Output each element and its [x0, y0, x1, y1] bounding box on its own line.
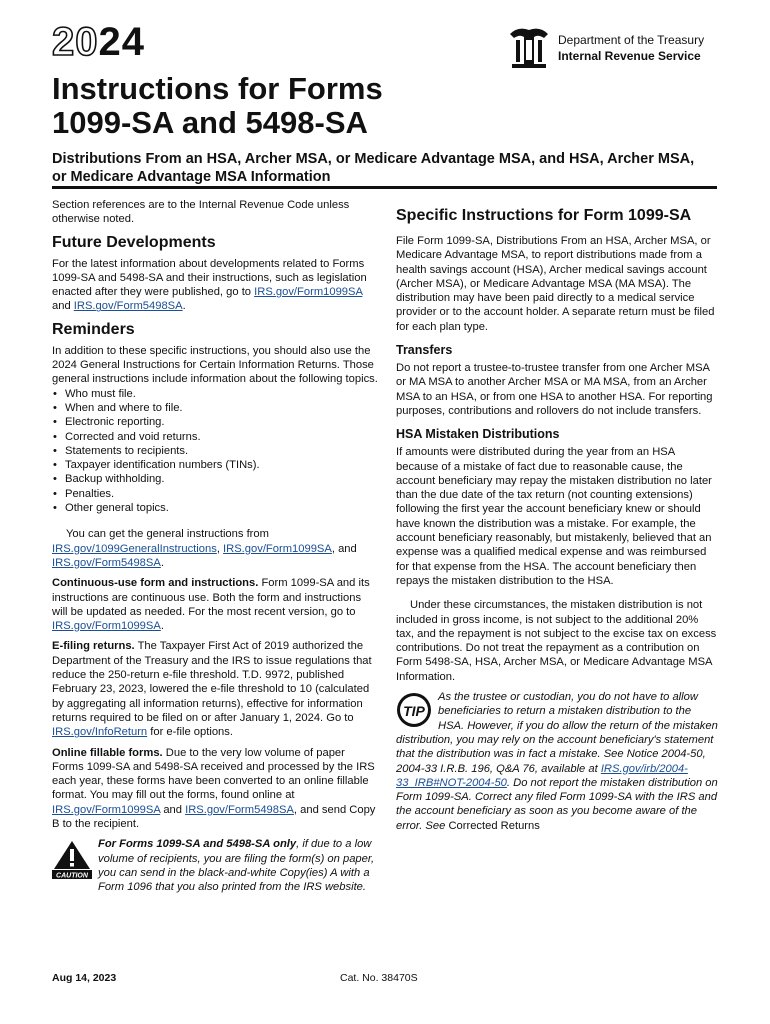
- irs-eagle-logo-icon: [504, 24, 554, 70]
- mistaken-distributions-heading: HSA Mistaken Distributions: [396, 427, 560, 442]
- reminders-text: In addition to these specific instructions, you should also use the 2024 General Instructions for Certain Information Returns. Those general instructions include information about the following topics.: [52, 344, 378, 386]
- continuous-use-paragraph: Continuous-use form and instructions. Form 1099-SA and its instructions are continuous use. Both the form and instructions will be updated as needed. For the most recent version, go to IRS.gov/Form1099SA.: [52, 577, 370, 633]
- footer-catalog-number: Cat. No. 38470S: [340, 972, 418, 984]
- section-references: Section references are to the Internal Revenue Code unless otherwise noted.: [52, 199, 350, 226]
- list-item: • Backup withholding.: [52, 472, 378, 486]
- reminders-heading: Reminders: [52, 320, 135, 338]
- left-column: [52, 198, 378, 894]
- list-item: • Corrected and void returns.: [52, 430, 378, 444]
- caution-label: CAUTION: [56, 872, 88, 880]
- tip-label: TIP: [403, 703, 425, 720]
- caution-icon: [52, 839, 92, 879]
- link-form1099sa[interactable]: IRS.gov/Form1099SA: [254, 286, 363, 299]
- efiling-paragraph: E-filing returns. The Taxpayer First Act of 2019 authorized the Department of the Treasury and the IRS to issue regulations that reduce the 250-return e-file threshold. T.D. 9972, published February 23, 2023, lowered the e-file threshold to 10 (calculated by aggregating all information returns), effective for information returns required to be filed on or after January 1, 2024. Go to IRS.gov/InfoReturn for e-file options.: [52, 640, 372, 739]
- link-notice-2004-50[interactable]: IRS.gov/irb/2004-33_IRB#NOT-2004-50: [396, 762, 688, 789]
- link-form5498sa[interactable]: IRS.gov/Form5498SA: [73, 300, 183, 313]
- form-year: 2024: [52, 20, 145, 64]
- future-developments-heading: Future Developments: [52, 233, 216, 251]
- list-item: • Statements to recipients.: [52, 444, 378, 458]
- right-column: [396, 198, 718, 833]
- tip-icon: [396, 692, 432, 728]
- footer-date: Aug 14, 2023: [52, 972, 117, 984]
- page-subtitle: Distributions From an HSA, Archer MSA, or Medicare Advantage MSA, and HSA, Archer MSA, or Medicare Advantage MSA Information: [52, 151, 695, 185]
- tip-callout: TIP As the trustee or custodian, you do not have to allow beneficiaries to return a mistaken distribution to the HSA. However, if you do allow the return of the mistaken distribution, you may rely on the account beneficiary's statement that the distribution was in fact a mistake. See Notice 2004-50, 2004-33 I.R.B. 196, Q&A 76, available at IRS.gov/irb/2004-33_IRB#NOT-2004-50. Do not report the mistaken distribution on Form 1099-SA. Correct any filed Form 1099-SA with the IRS and the account beneficiary as soon as you become aware of the error. See Corrected Returns: [396, 691, 718, 832]
- link-form5498sa[interactable]: IRS.gov/Form5498SA: [185, 803, 294, 816]
- fillable-forms-paragraph: Online fillable forms. Due to the very low volume of paper Forms 1099-SA and 5498-SA received and processed by the IRS each year, these forms have been converted to an online fillable format. You may fill out the forms, found online at IRS.gov/Form1099SA and IRS.gov/Form5498SA, and send Copy B to the recipient.: [52, 746, 376, 830]
- list-item: • When and where to file.: [52, 401, 378, 415]
- list-item: • Electronic reporting.: [52, 415, 378, 429]
- caution-callout: CAUTION For Forms 1099-SA and 5498-SA only, if due to a low volume of recipients, you are filing the form(s) on paper, you can send in the black-and-white Copy(ies) A with a Form 1096 that you also printed from the IRS website.: [52, 837, 378, 894]
- list-item: • Taxpayer identification numbers (TINs).: [52, 458, 378, 472]
- general-instructions-text: You can get the general instructions from IRS.gov/1099GeneralInstructions, IRS.gov/Form1099SA, and IRS.gov/Form5498SA.: [52, 528, 357, 569]
- title-rule: [52, 186, 717, 189]
- specific-instructions-intro: File Form 1099-SA, Distributions From an HSA, Archer MSA, or Medicare Advantage MSA, to report distributions made from a health savings account (HSA), Archer medical savings account (Archer MSA), or Medicare Advantage MSA (MA MSA). The distribution may have been paid directly to a medical service provider or to the account holder. A separate return must be filed for each plan type.: [396, 235, 715, 333]
- link-form1099sa[interactable]: IRS.gov/Form1099SA: [223, 542, 332, 555]
- agency-block: Department of the Treasury Internal Revenue Service: [558, 33, 705, 63]
- link-form1099sa[interactable]: IRS.gov/Form1099SA: [52, 620, 161, 633]
- page-title: Instructions for Forms 1099-SA and 5498-SA: [52, 71, 383, 140]
- future-developments-text: For the latest information about developments related to Forms 1099-SA and 5498-SA and their instructions, such as legislation enacted after they were published, go to IRS.gov/Form1099SA and IRS.gov/Form5498SA.: [52, 257, 367, 313]
- list-item: • Who must file.: [52, 387, 378, 401]
- topics-list: [52, 387, 378, 516]
- list-item: • Penalties.: [52, 487, 378, 501]
- link-form5498sa[interactable]: IRS.gov/Form5498SA: [52, 556, 161, 569]
- link-inforeturn[interactable]: IRS.gov/InfoReturn: [52, 726, 148, 739]
- transfers-text: Do not report a trustee-to-trustee transfer from one Archer MSA or MA MSA to another Archer MSA or MA MSA, from an Archer MSA to an HSA, or from one HSA to another HSA. For reporting purposes, contributions and rollovers do not include transfers.: [396, 362, 713, 417]
- list-item: • Other general topics.: [52, 501, 378, 515]
- specific-instructions-heading: Specific Instructions for Form 1099-SA: [396, 207, 692, 224]
- link-form1099sa[interactable]: IRS.gov/Form1099SA: [52, 803, 161, 816]
- circumstances-text: Under these circumstances, the mistaken distribution is not included in gross income, is not subject to the additional 20% tax, and the repayment is not subject to the excise tax on excess contributions. Do not treat the repayment as a contribution on Form 5498-SA, HSA, Archer MSA, or Medicare Advantage MSA Information.: [396, 599, 717, 683]
- link-1099-general-instructions[interactable]: IRS.gov/1099GeneralInstructions: [52, 542, 217, 555]
- mistaken-distributions-text: If amounts were distributed during the year from an HSA because of a mistake of fact due to reasonable cause, the account beneficiary may repay the mistaken distribution no later than the due date of the tax return (not counting extensions) following the first year the account beneficiary knew or should have known the distribution was a mistake. For example, the account beneficiary reasonably, but mistakenly, believed that an expense was a qualified medical expense and was reimbursed for that expense from the HSA. The account beneficiary then repays the mistaken distribution to the HSA.: [396, 446, 712, 587]
- transfers-heading: Transfers: [396, 343, 453, 358]
